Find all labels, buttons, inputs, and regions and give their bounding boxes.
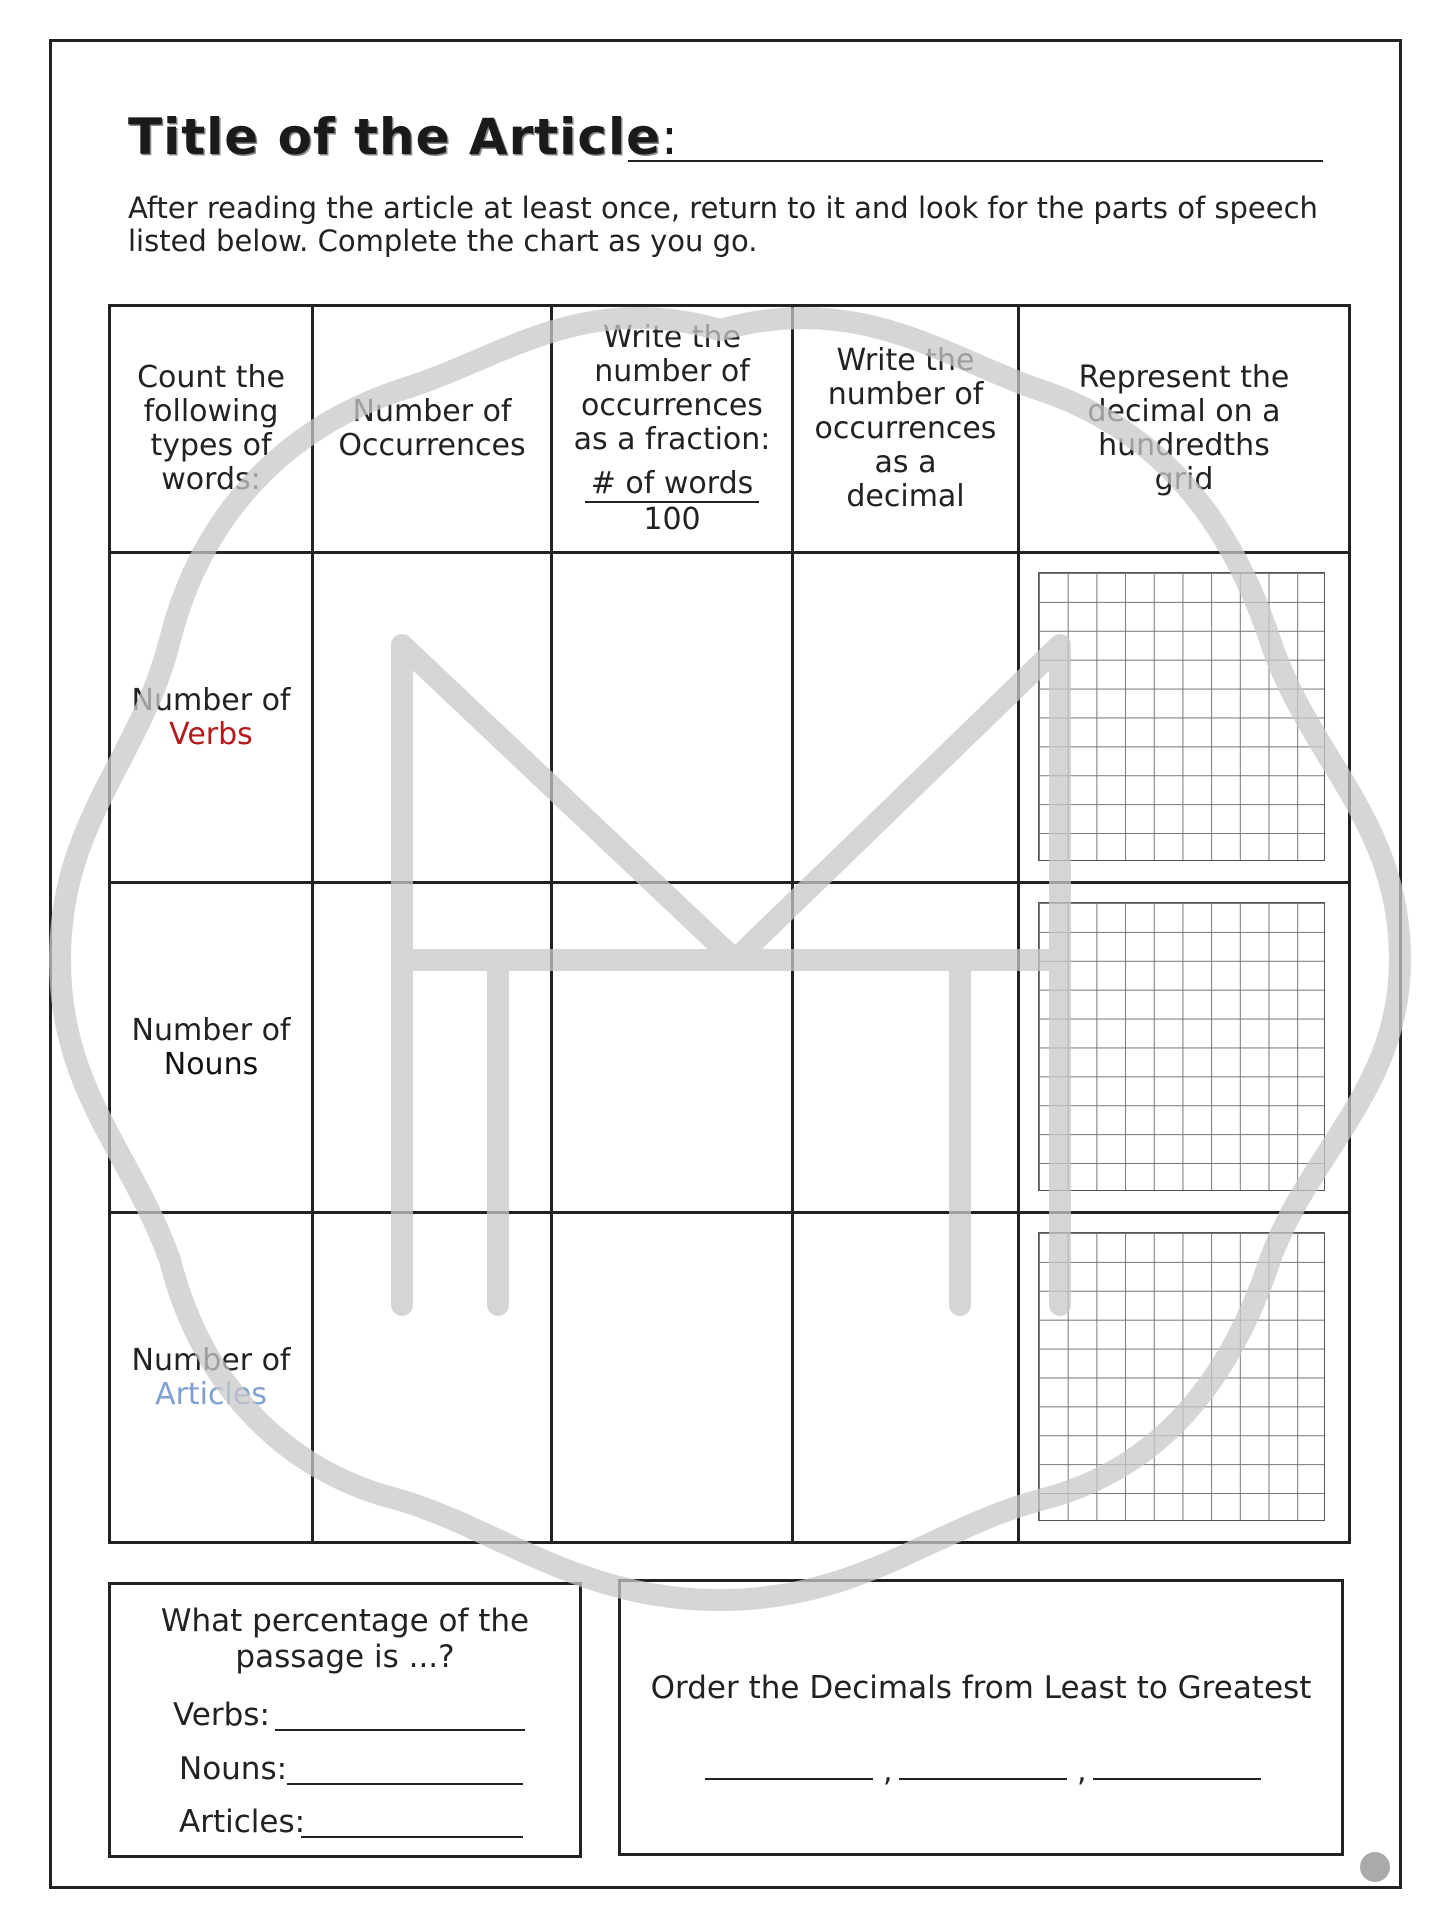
articles-grid-cell <box>1019 1213 1350 1543</box>
verbs-fraction-cell[interactable] <box>552 553 793 883</box>
order-decimals-title: Order the Decimals from Least to Greatest <box>650 1670 1312 1706</box>
header-decimal <box>793 306 1019 553</box>
parts-of-speech-chart <box>108 304 1351 1544</box>
header-hundredths-grid <box>1019 306 1350 553</box>
articles-decimal-cell[interactable] <box>793 1213 1019 1543</box>
fraction-template <box>585 467 760 537</box>
verbs-grid-cell <box>1019 553 1350 883</box>
articles-fraction-cell[interactable] <box>552 1213 793 1543</box>
header-row <box>110 306 1350 553</box>
fraction-denominator: 100 <box>643 502 701 537</box>
order-blank-3[interactable] <box>1093 1778 1261 1780</box>
articles-hundredths-grid[interactable] <box>1038 1232 1325 1521</box>
nouns-percent-label: Nouns: <box>179 1751 288 1787</box>
articles-occurrences-cell[interactable] <box>313 1213 552 1543</box>
table-row-nouns <box>110 883 1350 1213</box>
row-word-articles: Articles <box>155 1376 267 1412</box>
nouns-grid-cell <box>1019 883 1350 1213</box>
articles-percent-label: Articles: <box>179 1804 306 1840</box>
fraction-numerator: # of words <box>585 467 760 503</box>
header-number-occurrences <box>313 306 552 553</box>
percentage-question: What percentage of the passage is ...? <box>160 1603 530 1675</box>
article-title-label <box>128 108 679 166</box>
title-text: Title of the Article <box>128 108 662 166</box>
verbs-decimal-cell[interactable] <box>793 553 1019 883</box>
nouns-hundredths-grid[interactable] <box>1038 902 1325 1191</box>
header-decimal-text: Write the number of occurrences as a decimal <box>814 343 997 514</box>
order-blank-2[interactable] <box>899 1778 1067 1780</box>
percentage-box <box>108 1582 582 1858</box>
nouns-percent-line[interactable] <box>287 1783 523 1785</box>
header-count-types-text: Count the following types of words: <box>137 360 285 497</box>
order-decimals-box <box>618 1579 1344 1856</box>
verbs-percent-line[interactable] <box>275 1729 525 1731</box>
page-indicator-dot <box>1360 1852 1390 1882</box>
row-prefix: Number of <box>131 1342 291 1378</box>
row-prefix: Number of <box>131 682 291 718</box>
header-number-occurrences-text: Number of Occurrences <box>338 394 526 463</box>
nouns-occurrences-cell[interactable] <box>313 883 552 1213</box>
row-label-verbs <box>110 553 313 883</box>
row-prefix: Number of <box>131 1012 291 1048</box>
row-word-verbs: Verbs <box>169 716 253 752</box>
table-row-verbs <box>110 553 1350 883</box>
header-fraction <box>552 306 793 553</box>
nouns-fraction-cell[interactable] <box>552 883 793 1213</box>
title-answer-line[interactable] <box>628 160 1323 162</box>
order-blank-1[interactable] <box>705 1778 873 1780</box>
header-fraction-text: Write the number of occurrences as a fraction: <box>573 320 771 457</box>
row-label-articles <box>110 1213 313 1543</box>
header-count-types <box>110 306 313 553</box>
nouns-decimal-cell[interactable] <box>793 883 1019 1213</box>
title-colon: : <box>661 108 679 166</box>
row-word-nouns: Nouns <box>163 1046 259 1082</box>
header-hundredths-grid-text: Represent the decimal on a hundredths grid <box>1078 360 1290 497</box>
verbs-occurrences-cell[interactable] <box>313 553 552 883</box>
order-comma-2: , <box>1077 1754 1087 1789</box>
row-label-nouns <box>110 883 313 1213</box>
verbs-percent-label: Verbs: <box>173 1697 270 1733</box>
instructions: After reading the article at least once, return to it and look for the parts of speech listed below. Complete the chart as you go. <box>128 191 1318 258</box>
order-comma-1: , <box>883 1754 893 1789</box>
table-row-articles <box>110 1213 1350 1543</box>
articles-percent-line[interactable] <box>301 1836 523 1838</box>
verbs-hundredths-grid[interactable] <box>1038 572 1325 861</box>
